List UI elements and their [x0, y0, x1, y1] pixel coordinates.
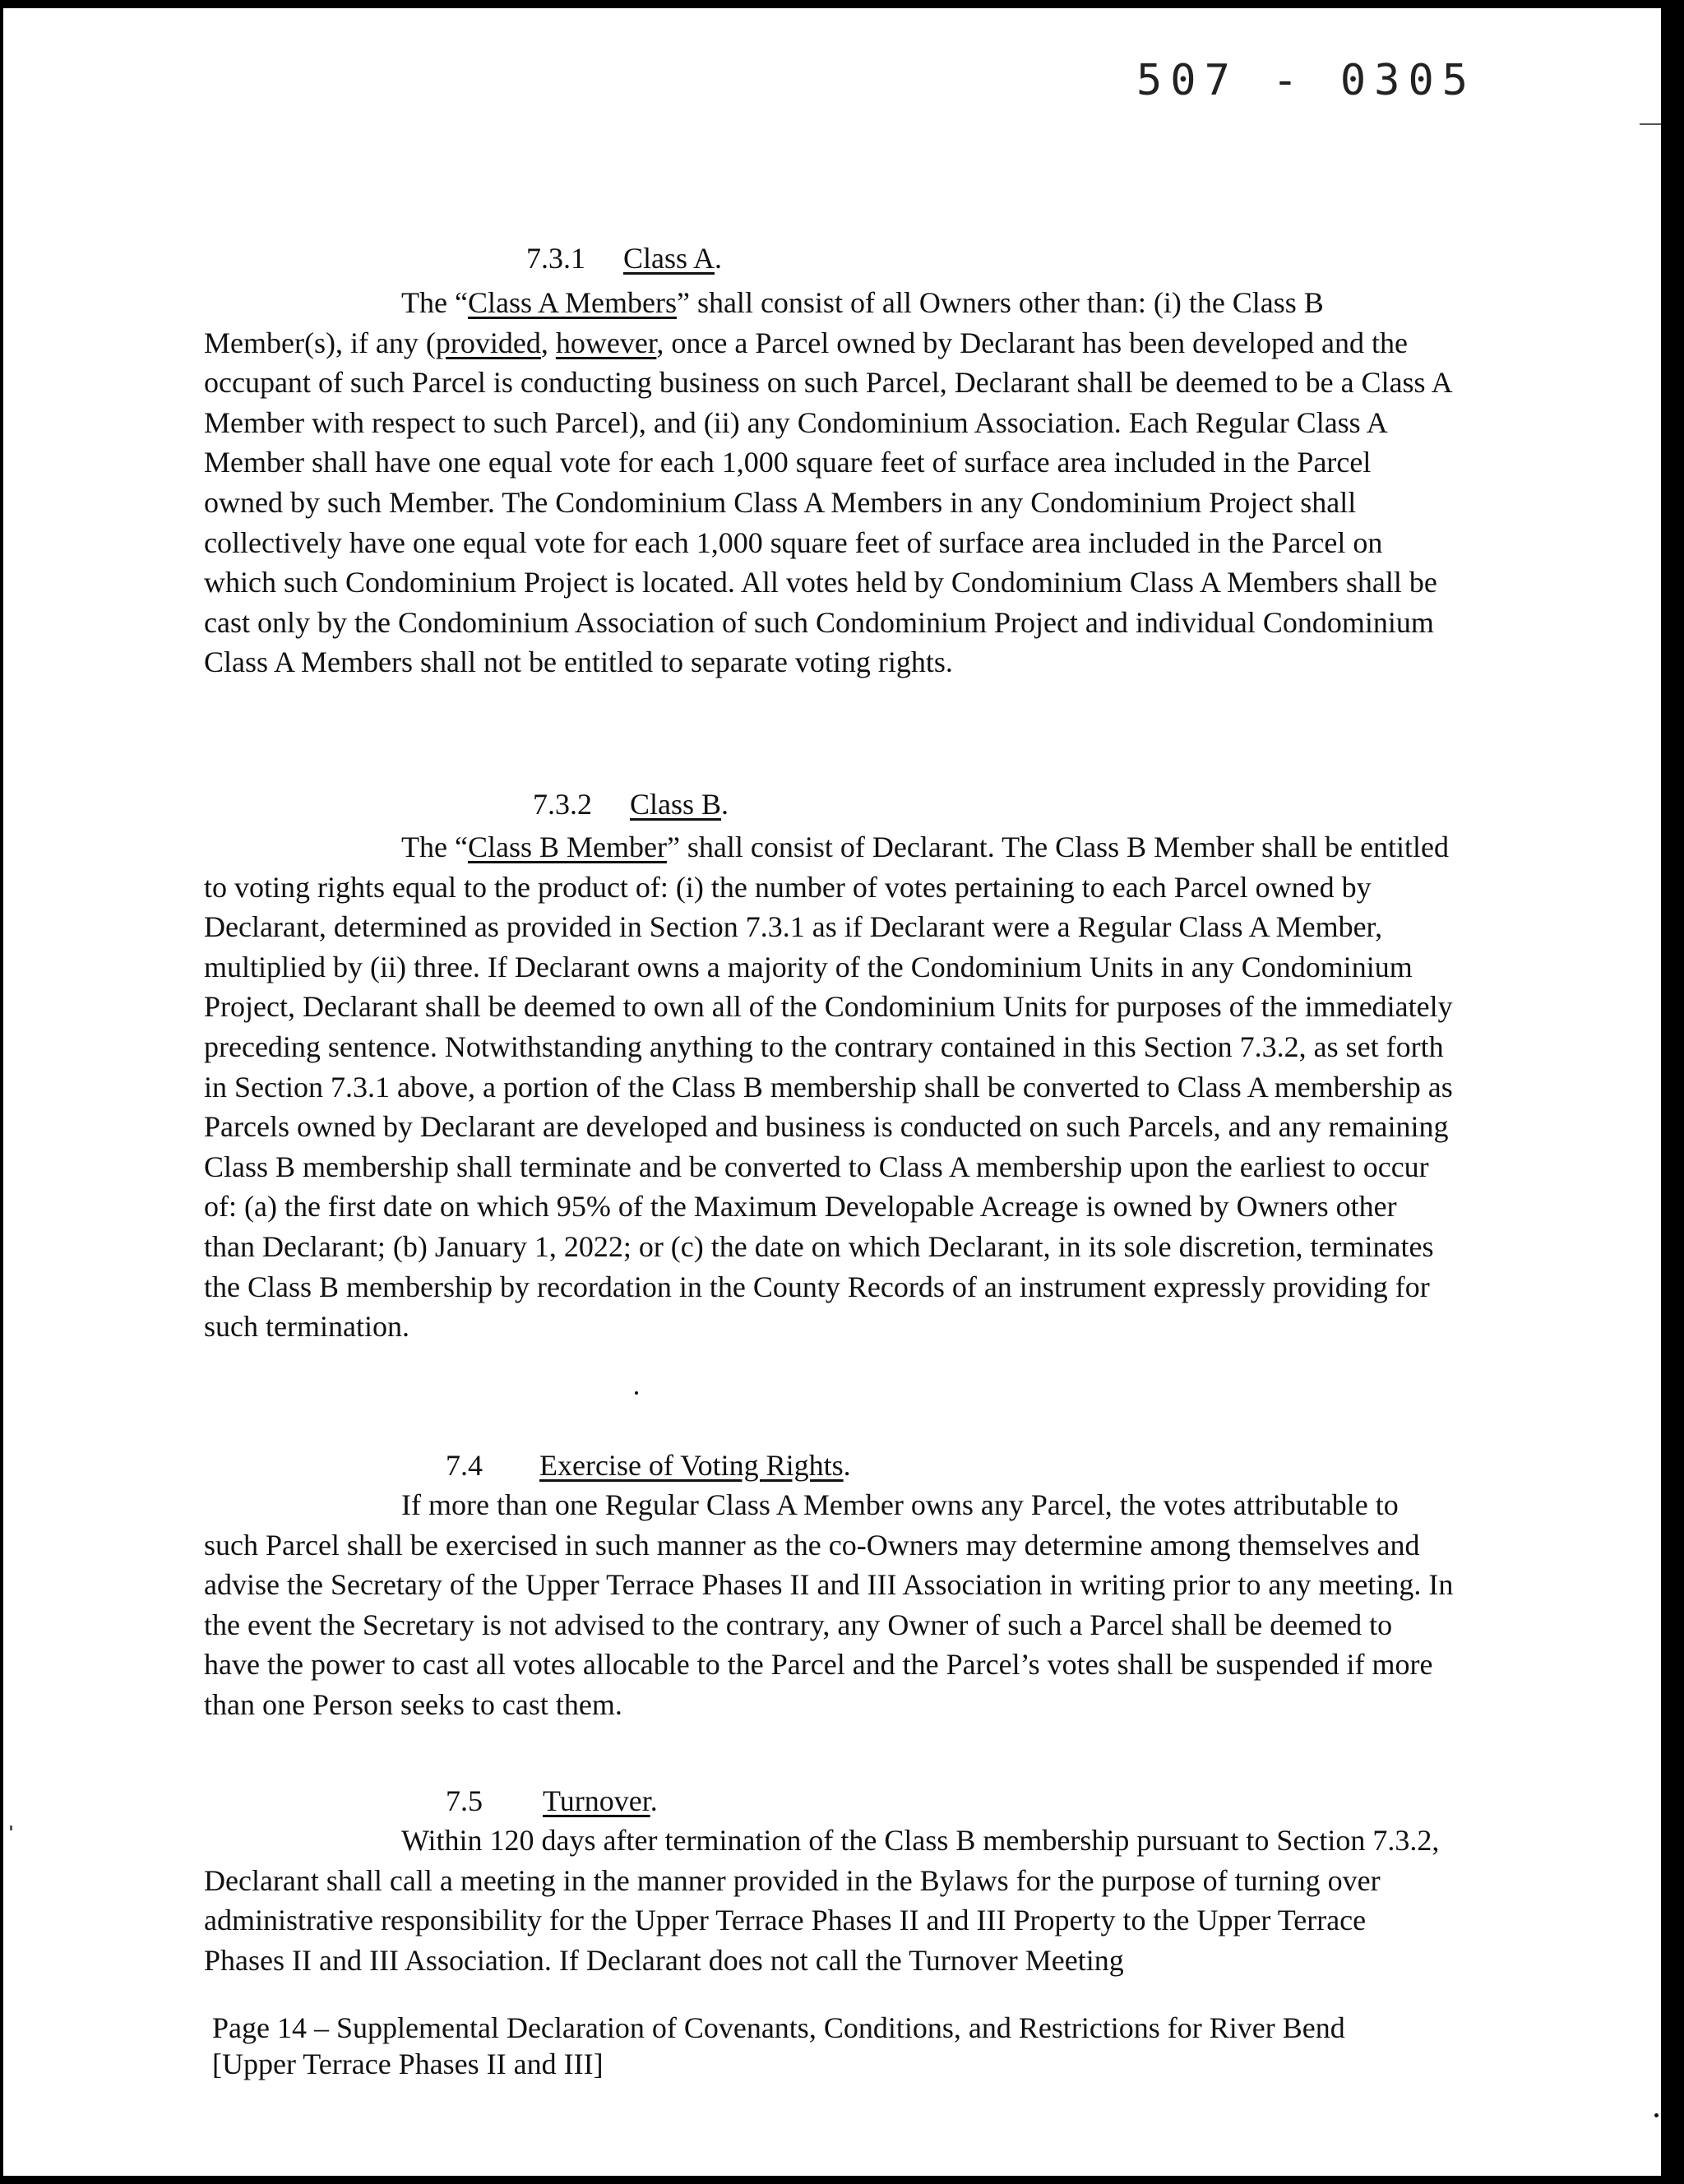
section-7-3-2-paragraph: [204, 827, 1454, 1347]
defined-term-class-b-member: Class B Member: [467, 831, 667, 863]
section-number: 7.3.1: [526, 242, 585, 275]
defined-term-class-a-members: Class A Members: [467, 286, 677, 319]
text-run: The “: [401, 831, 468, 863]
text-run: ” shall consist of Declarant. The Class B Member shall be entitled to voting rights equal to the product of: (i) the number of votes pertaining to each Parcel owned by Declarant, determined as provided in Section 7.3.1 as if Declarant were a Regular Class A Member, multiplied by (ii) three. If Declarant owns a majority of the Condominium Units in any Condominium Project, Declarant shall be deemed to own all of the Condominium Units for purposes of the immediately preceding sentence. Notwithstanding anything to the contrary contained in this Section 7.3.2, as set forth in Section 7.3.1 above, a portion of the Class B membership shall be converted to Class A membership as Parcels owned by Declarant are developed and business is conducted on such Parcels, and any remaining Class B membership shall terminate and be converted to Class A membership upon the earliest to occur of: (a) the first date on which 95% of the Maximum Developable Acreage is owned by Owners other than Declarant; (b) January 1, 2022; or (c) the date on which Declarant, in its sole discretion, terminates the Class B membership by recordation in the County Records of an instrument expressly providing for such termination.: [204, 831, 1453, 1344]
section-number: 7.4: [446, 1449, 483, 1482]
text-run: ” shall consist of all Owners other than: (i) the Class B Member(s), if any (: [204, 286, 1324, 359]
text-run: The “: [401, 286, 468, 319]
footer-line-2: [Upper Terrace Phases II and III]: [212, 2048, 604, 2080]
document-sheet: [3, 8, 1661, 2176]
section-number: 7.5: [446, 1784, 483, 1817]
section-title: Class B: [630, 788, 722, 821]
scan-speck: [635, 1391, 638, 1395]
section-number: 7.3.2: [533, 788, 592, 821]
section-7-4-paragraph: If more than one Regular Class A Member owns any Parcel, the votes attributable to such Parcel shall be exercised in such manner as the co-Owners may determine among themselves and advise the Secretary of the Upper Terrace Phases II and III Association in writing prior to any meeting. In the event the Secretary is not advised to the contrary, any Owner of such a Parcel shall be deemed to have the power to cast all votes allocable to the Parcel and the Parcel’s votes shall be suspended if more than one Person seeks to cast them.: [204, 1488, 1454, 1721]
term-however: however: [555, 326, 657, 359]
section-title-period: .: [715, 242, 723, 275]
scan-edge-mark: [1640, 123, 1661, 125]
section-title-period: .: [721, 788, 729, 821]
scan-edge-mark: [10, 1825, 12, 1830]
section-title: Exercise of Voting Rights: [539, 1449, 844, 1482]
section-7-5-paragraph: Within 120 days after termination of the Class B membership pursuant to Section 7.3.2, Declarant shall call a meeting in the manner provided in the Bylaws for the purpose of turning over administrative responsibility for the Upper Terrace Phases II and III Property to the Upper Terrace Phases II and III Association. If Declarant does not call the Turnover Meeting: [204, 1824, 1440, 1977]
text-run: , once a Parcel owned by Declarant has been developed and the occupant of such Parcel is conducting business on such Parcel, Declarant shall be deemed to be a Class A Member with respect to such Parcel), and (ii) any Condominium Association. Each Regular Class A Member shall have one equal vote for each 1,000 square feet of surface area included in the Parcel owned by such Member. The Condominium Class A Members in any Condominium Project shall collectively have one equal vote for each 1,000 square feet of surface area included in the Parcel on which such Condominium Project is located. All votes held by Condominium Class A Members shall be cast only by the Condominium Association of such Condominium Project and individual Condominium Class A Members shall not be entitled to separate voting rights.: [204, 326, 1451, 679]
text-run: ,: [540, 326, 556, 359]
section-title-period: .: [843, 1449, 851, 1482]
term-provided: provided: [435, 326, 541, 359]
scan-speck: [1654, 2113, 1659, 2117]
recording-stamp: 507 - 0305: [1136, 56, 1477, 105]
section-title: Turnover: [543, 1784, 650, 1817]
section-title-period: .: [650, 1784, 658, 1817]
footer-line-1: Page 14 – Supplemental Declaration of Covenants, Conditions, and Restrictions for River Bend: [212, 2011, 1345, 2044]
section-7-3-1-paragraph: [204, 283, 1454, 682]
page-footer: [212, 2010, 1495, 2082]
section-title: Class A: [623, 242, 715, 275]
